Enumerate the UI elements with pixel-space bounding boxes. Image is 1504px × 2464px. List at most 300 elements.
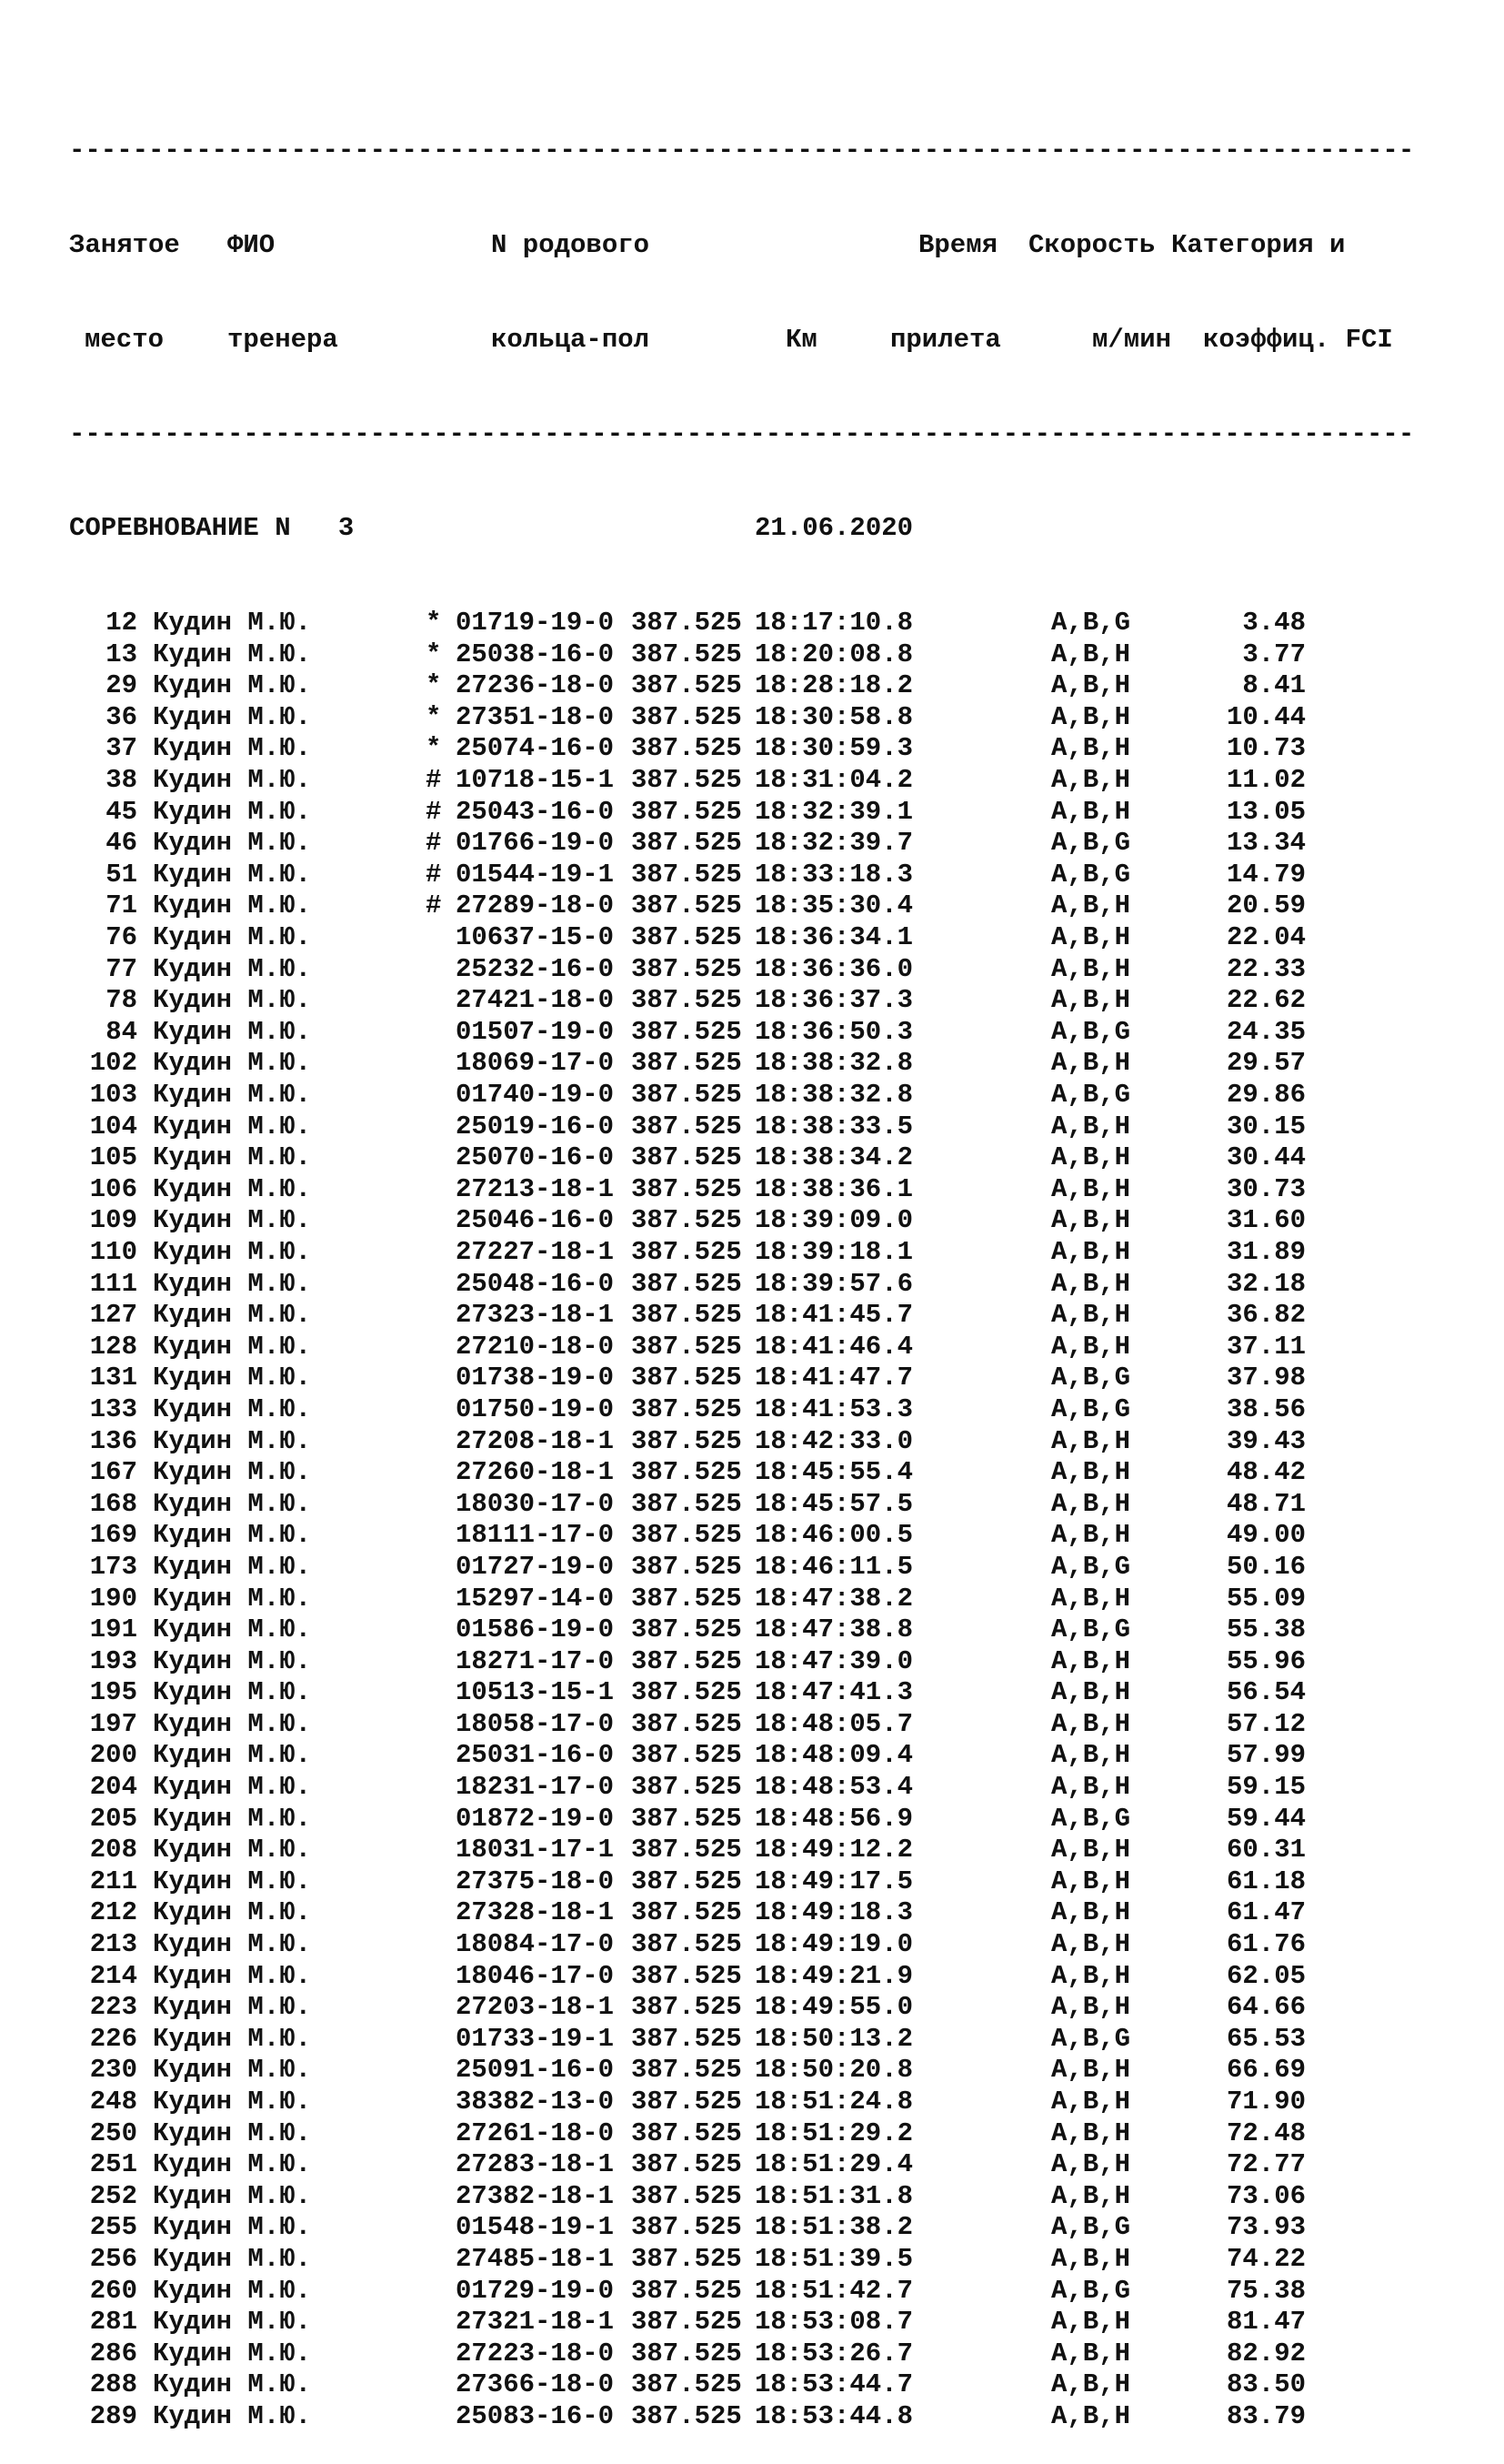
cell-fci: 10.44 bbox=[1226, 701, 1306, 732]
cell-mark: # bbox=[426, 765, 442, 796]
cell-km: 387.525 bbox=[631, 1866, 742, 1896]
header-ring-2: кольца-пол bbox=[491, 324, 650, 355]
cell-ring: 25019-16-0 bbox=[456, 1111, 615, 1141]
cell-fci: 64.66 bbox=[1226, 1992, 1306, 2023]
cell-name: Кудин М.Ю. bbox=[153, 1583, 312, 1614]
cell-ring: 10718-15-1 bbox=[456, 765, 615, 796]
table-row bbox=[69, 1552, 1414, 1584]
cell-mark: * bbox=[426, 701, 442, 732]
table-row bbox=[69, 2212, 1414, 2244]
table-row bbox=[69, 1897, 1414, 1929]
cell-km: 387.525 bbox=[631, 1457, 742, 1488]
cell-cat: A,B,H bbox=[1051, 1488, 1131, 1519]
cell-name: Кудин М.Ю. bbox=[153, 985, 312, 1016]
cell-fci: 3.48 bbox=[1242, 608, 1306, 639]
cell-ring: 27328-18-1 bbox=[456, 1897, 615, 1928]
table-row bbox=[69, 1205, 1414, 1237]
cell-cat: A,B,G bbox=[1051, 2023, 1131, 2054]
cell-ring: 25083-16-0 bbox=[456, 2400, 615, 2431]
cell-place: 191 bbox=[89, 1614, 137, 1645]
cell-fci: 13.05 bbox=[1226, 796, 1306, 827]
cell-time: 18:49:21.9 bbox=[754, 1960, 913, 1991]
cell-ring: 27213-18-1 bbox=[456, 1173, 615, 1204]
cell-place: 248 bbox=[89, 2087, 137, 2117]
cell-cat: A,B,H bbox=[1051, 953, 1131, 984]
table-row bbox=[69, 985, 1414, 1017]
cell-time: 18:47:39.0 bbox=[754, 1645, 913, 1676]
table-row bbox=[69, 1489, 1414, 1521]
cell-cat: A,B,H bbox=[1051, 1457, 1131, 1488]
cell-mark: # bbox=[426, 859, 442, 890]
cell-place: 255 bbox=[89, 2212, 137, 2243]
cell-name: Кудин М.Ю. bbox=[153, 1205, 312, 1236]
cell-time: 18:50:13.2 bbox=[754, 2023, 913, 2054]
cell-time: 18:45:55.4 bbox=[754, 1457, 913, 1488]
cell-cat: A,B,H bbox=[1051, 1268, 1131, 1299]
cell-cat: A,B,G bbox=[1051, 608, 1131, 639]
table-row bbox=[69, 860, 1414, 891]
table-row bbox=[69, 1992, 1414, 2024]
cell-time: 18:36:34.1 bbox=[754, 922, 913, 953]
cell-cat: A,B,H bbox=[1051, 1866, 1131, 1896]
cell-time: 18:41:53.3 bbox=[754, 1393, 913, 1424]
cell-cat: A,B,H bbox=[1051, 1142, 1131, 1173]
cell-time: 18:39:57.6 bbox=[754, 1268, 913, 1299]
cell-fci: 14.79 bbox=[1226, 859, 1306, 890]
cell-place: 102 bbox=[89, 1048, 137, 1079]
table-row bbox=[69, 1961, 1414, 1993]
cell-ring: 01740-19-0 bbox=[456, 1080, 615, 1110]
cell-ring: 01729-19-0 bbox=[456, 2275, 615, 2306]
cell-name: Кудин М.Ю. bbox=[153, 1897, 312, 1928]
cell-time: 18:51:24.8 bbox=[754, 2087, 913, 2117]
table-row bbox=[69, 702, 1414, 734]
cell-place: 169 bbox=[89, 1520, 137, 1551]
cell-km: 387.525 bbox=[631, 670, 742, 701]
cell-ring: 01738-19-0 bbox=[456, 1363, 615, 1393]
table-row bbox=[69, 1048, 1414, 1080]
cell-fci: 57.99 bbox=[1226, 1740, 1306, 1771]
cell-name: Кудин М.Ю. bbox=[153, 2023, 312, 2054]
cell-fci: 73.06 bbox=[1226, 2180, 1306, 2211]
cell-time: 18:53:44.8 bbox=[754, 2400, 913, 2431]
cell-place: 223 bbox=[89, 1992, 137, 2023]
cell-ring: 10637-15-0 bbox=[456, 922, 615, 953]
cell-ring: 18111-17-0 bbox=[456, 1520, 615, 1551]
cell-km: 387.525 bbox=[631, 1142, 742, 1173]
header-row-1 bbox=[69, 230, 1414, 262]
cell-ring: 27260-18-1 bbox=[456, 1457, 615, 1488]
cell-cat: A,B,H bbox=[1051, 1835, 1131, 1866]
table-row bbox=[69, 639, 1414, 671]
cell-fci: 74.22 bbox=[1226, 2243, 1306, 2274]
cell-cat: A,B,G bbox=[1051, 1080, 1131, 1110]
table-row bbox=[69, 765, 1414, 797]
cell-fci: 22.33 bbox=[1226, 953, 1306, 984]
table-row bbox=[69, 1929, 1414, 1961]
header-place: Занятое bbox=[69, 229, 180, 260]
cell-fci: 31.89 bbox=[1226, 1236, 1306, 1267]
cell-place: 226 bbox=[89, 2023, 137, 2054]
cell-cat: A,B,H bbox=[1051, 639, 1131, 669]
cell-name: Кудин М.Ю. bbox=[153, 1425, 312, 1456]
cell-time: 18:49:17.5 bbox=[754, 1866, 913, 1896]
table-row bbox=[69, 1677, 1414, 1709]
table-row bbox=[69, 2181, 1414, 2213]
cell-km: 387.525 bbox=[631, 1173, 742, 1204]
cell-ring: 27208-18-1 bbox=[456, 1425, 615, 1456]
header-category-2: коэффиц. FCI bbox=[1203, 324, 1393, 355]
cell-km: 387.525 bbox=[631, 1897, 742, 1928]
cell-cat: A,B,H bbox=[1051, 2180, 1131, 2211]
cell-fci: 31.60 bbox=[1226, 1205, 1306, 1236]
cell-place: 289 bbox=[89, 2400, 137, 2431]
cell-place: 12 bbox=[105, 608, 137, 639]
cell-km: 387.525 bbox=[631, 828, 742, 859]
cell-fci: 37.11 bbox=[1226, 1331, 1306, 1362]
cell-place: 212 bbox=[89, 1897, 137, 1928]
cell-name: Кудин М.Ю. bbox=[153, 608, 312, 639]
cell-name: Кудин М.Ю. bbox=[153, 1772, 312, 1803]
cell-cat: A,B,H bbox=[1051, 1205, 1131, 1236]
cell-ring: 27351-18-0 bbox=[456, 701, 615, 732]
cell-name: Кудин М.Ю. bbox=[153, 1048, 312, 1079]
cell-ring: 18058-17-0 bbox=[456, 1708, 615, 1739]
cell-ring: 18084-17-0 bbox=[456, 1929, 615, 1960]
cell-place: 37 bbox=[105, 733, 137, 764]
cell-km: 387.525 bbox=[631, 2212, 742, 2243]
cell-cat: A,B,H bbox=[1051, 1897, 1131, 1928]
cell-name: Кудин М.Ю. bbox=[153, 1866, 312, 1896]
cell-name: Кудин М.Ю. bbox=[153, 639, 312, 669]
cell-km: 387.525 bbox=[631, 2180, 742, 2211]
competition-date: 21.06.2020 bbox=[755, 513, 914, 544]
cell-km: 387.525 bbox=[631, 1048, 742, 1079]
cell-fci: 55.38 bbox=[1226, 1614, 1306, 1645]
cell-cat: A,B,H bbox=[1051, 701, 1131, 732]
cell-fci: 29.86 bbox=[1226, 1080, 1306, 1110]
cell-place: 46 bbox=[105, 828, 137, 859]
cell-cat: A,B,H bbox=[1051, 985, 1131, 1016]
cell-time: 18:38:32.8 bbox=[754, 1080, 913, 1110]
cell-place: 256 bbox=[89, 2243, 137, 2274]
header-trainer-2: тренера bbox=[227, 324, 338, 355]
cell-time: 18:45:57.5 bbox=[754, 1488, 913, 1519]
cell-fci: 55.96 bbox=[1226, 1645, 1306, 1676]
cell-fci: 59.15 bbox=[1226, 1772, 1306, 1803]
cell-ring: 18069-17-0 bbox=[456, 1048, 615, 1079]
cell-ring: 27323-18-1 bbox=[456, 1300, 615, 1331]
table-row bbox=[69, 1584, 1414, 1615]
cell-ring: 01766-19-0 bbox=[456, 828, 615, 859]
cell-place: 230 bbox=[89, 2055, 137, 2086]
cell-ring: 27366-18-0 bbox=[456, 2369, 615, 2400]
cell-time: 18:49:18.3 bbox=[754, 1897, 913, 1928]
cell-place: 109 bbox=[89, 1205, 137, 1236]
cell-time: 18:42:33.0 bbox=[754, 1425, 913, 1456]
cell-name: Кудин М.Ю. bbox=[153, 1929, 312, 1960]
cell-cat: A,B,H bbox=[1051, 2338, 1131, 2368]
cell-place: 260 bbox=[89, 2275, 137, 2306]
table-row bbox=[69, 1709, 1414, 1741]
cell-ring: 27236-18-0 bbox=[456, 670, 615, 701]
cell-fci: 22.04 bbox=[1226, 922, 1306, 953]
cell-fci: 3.77 bbox=[1242, 639, 1306, 669]
cell-ring: 18031-17-1 bbox=[456, 1835, 615, 1866]
cell-fci: 24.35 bbox=[1226, 1016, 1306, 1047]
cell-km: 387.525 bbox=[631, 1772, 742, 1803]
cell-name: Кудин М.Ю. bbox=[153, 1614, 312, 1645]
cell-cat: A,B,H bbox=[1051, 2243, 1131, 2274]
table-row bbox=[69, 2149, 1414, 2181]
table-row bbox=[69, 1017, 1414, 1049]
cell-km: 387.525 bbox=[631, 639, 742, 669]
cell-km: 387.525 bbox=[631, 2400, 742, 2431]
cell-cat: A,B,H bbox=[1051, 1645, 1131, 1676]
cell-ring: 01507-19-0 bbox=[456, 1016, 615, 1047]
cell-name: Кудин М.Ю. bbox=[153, 2149, 312, 2180]
cell-name: Кудин М.Ю. bbox=[153, 1488, 312, 1519]
cell-km: 387.525 bbox=[631, 1740, 742, 1771]
cell-fci: 38.56 bbox=[1226, 1393, 1306, 1424]
cell-cat: A,B,G bbox=[1051, 828, 1131, 859]
cell-ring: 25046-16-0 bbox=[456, 1205, 615, 1236]
cell-cat: A,B,H bbox=[1051, 1708, 1131, 1739]
cell-cat: A,B,H bbox=[1051, 2087, 1131, 2117]
cell-fci: 60.31 bbox=[1226, 1835, 1306, 1866]
cell-ring: 01586-19-0 bbox=[456, 1614, 615, 1645]
cell-ring: 25070-16-0 bbox=[456, 1142, 615, 1173]
cell-ring: 27421-18-0 bbox=[456, 985, 615, 1016]
cell-km: 387.525 bbox=[631, 1835, 742, 1866]
cell-ring: 01544-19-1 bbox=[456, 859, 615, 890]
cell-time: 18:49:12.2 bbox=[754, 1835, 913, 1866]
cell-fci: 49.00 bbox=[1226, 1520, 1306, 1551]
cell-km: 387.525 bbox=[631, 608, 742, 639]
cell-time: 18:38:33.5 bbox=[754, 1111, 913, 1141]
cell-time: 18:41:46.4 bbox=[754, 1331, 913, 1362]
header-speed: Скорость bbox=[1028, 229, 1156, 260]
cell-name: Кудин М.Ю. bbox=[153, 1393, 312, 1424]
cell-cat: A,B,H bbox=[1051, 1520, 1131, 1551]
cell-name: Кудин М.Ю. bbox=[153, 1551, 312, 1582]
cell-place: 168 bbox=[89, 1488, 137, 1519]
cell-km: 387.525 bbox=[631, 2055, 742, 2086]
cell-fci: 83.50 bbox=[1226, 2369, 1306, 2400]
cell-fci: 75.38 bbox=[1226, 2275, 1306, 2306]
cell-ring: 27203-18-1 bbox=[456, 1992, 615, 2023]
table-row bbox=[69, 1300, 1414, 1332]
cell-fci: 30.15 bbox=[1226, 1111, 1306, 1141]
cell-time: 18:47:38.8 bbox=[754, 1614, 913, 1645]
cell-time: 18:17:10.8 bbox=[754, 608, 913, 639]
cell-name: Кудин М.Ю. bbox=[153, 765, 312, 796]
cell-time: 18:39:09.0 bbox=[754, 1205, 913, 1236]
cell-mark: # bbox=[426, 890, 442, 921]
competition-label: СОРЕВНОВАНИЕ N 3 bbox=[69, 513, 355, 544]
cell-place: 251 bbox=[89, 2149, 137, 2180]
table-row bbox=[69, 828, 1414, 860]
cell-ring: 01719-19-0 bbox=[456, 608, 615, 639]
cell-name: Кудин М.Ю. bbox=[153, 1677, 312, 1708]
cell-km: 387.525 bbox=[631, 1551, 742, 1582]
cell-time: 18:46:00.5 bbox=[754, 1520, 913, 1551]
cell-km: 387.525 bbox=[631, 1488, 742, 1519]
cell-mark: * bbox=[426, 608, 442, 639]
cell-km: 387.525 bbox=[631, 1614, 742, 1645]
cell-place: 167 bbox=[89, 1457, 137, 1488]
cell-time: 18:28:18.2 bbox=[754, 670, 913, 701]
table-row bbox=[69, 2118, 1414, 2150]
table-row bbox=[69, 1866, 1414, 1898]
cell-name: Кудин М.Ю. bbox=[153, 2275, 312, 2306]
competition-number: 3 bbox=[337, 513, 355, 544]
cell-place: 45 bbox=[105, 796, 137, 827]
cell-place: 78 bbox=[105, 985, 137, 1016]
table-row bbox=[69, 2276, 1414, 2308]
cell-ring: 01750-19-0 bbox=[456, 1393, 615, 1424]
cell-fci: 71.90 bbox=[1226, 2087, 1306, 2117]
table-row bbox=[69, 670, 1414, 702]
table-row bbox=[69, 1614, 1414, 1646]
cell-fci: 11.02 bbox=[1226, 765, 1306, 796]
cell-cat: A,B,H bbox=[1051, 890, 1131, 921]
cell-km: 387.525 bbox=[631, 1929, 742, 1960]
cell-cat: A,B,H bbox=[1051, 1929, 1131, 1960]
cell-fci: 61.47 bbox=[1226, 1897, 1306, 1928]
cell-time: 18:53:44.7 bbox=[754, 2369, 913, 2400]
cell-fci: 61.18 bbox=[1226, 1866, 1306, 1896]
cell-name: Кудин М.Ю. bbox=[153, 1080, 312, 1110]
cell-name: Кудин М.Ю. bbox=[153, 2307, 312, 2338]
cell-fci: 48.42 bbox=[1226, 1457, 1306, 1488]
cell-time: 18:49:55.0 bbox=[754, 1992, 913, 2023]
cell-time: 18:48:09.4 bbox=[754, 1740, 913, 1771]
cell-name: Кудин М.Ю. bbox=[153, 2180, 312, 2211]
cell-fci: 22.62 bbox=[1226, 985, 1306, 1016]
cell-name: Кудин М.Ю. bbox=[153, 796, 312, 827]
cell-fci: 82.92 bbox=[1226, 2338, 1306, 2368]
cell-km: 387.525 bbox=[631, 701, 742, 732]
cell-cat: A,B,H bbox=[1051, 1425, 1131, 1456]
table-row bbox=[69, 1237, 1414, 1269]
cell-time: 18:53:08.7 bbox=[754, 2307, 913, 2338]
cell-place: 13 bbox=[105, 639, 137, 669]
table-row bbox=[69, 608, 1414, 639]
cell-km: 387.525 bbox=[631, 1583, 742, 1614]
cell-km: 387.525 bbox=[631, 1331, 742, 1362]
cell-name: Кудин М.Ю. bbox=[153, 1960, 312, 1991]
cell-km: 387.525 bbox=[631, 890, 742, 921]
table-row bbox=[69, 1332, 1414, 1363]
cell-km: 387.525 bbox=[631, 1080, 742, 1110]
header-row-2 bbox=[69, 325, 1414, 357]
cell-mark: * bbox=[426, 670, 442, 701]
cell-fci: 48.71 bbox=[1226, 1488, 1306, 1519]
cell-fci: 73.93 bbox=[1226, 2212, 1306, 2243]
cell-fci: 10.73 bbox=[1226, 733, 1306, 764]
cell-ring: 27485-18-1 bbox=[456, 2243, 615, 2274]
cell-time: 18:31:04.2 bbox=[754, 765, 913, 796]
cell-place: 77 bbox=[105, 953, 137, 984]
cell-cat: A,B,H bbox=[1051, 2369, 1131, 2400]
table-row bbox=[69, 1804, 1414, 1835]
cell-km: 387.525 bbox=[631, 2338, 742, 2368]
cell-place: 111 bbox=[89, 1268, 137, 1299]
cell-cat: A,B,H bbox=[1051, 1583, 1131, 1614]
cell-cat: A,B,H bbox=[1051, 1236, 1131, 1267]
cell-name: Кудин М.Ю. bbox=[153, 1331, 312, 1362]
cell-cat: A,B,G bbox=[1051, 1614, 1131, 1645]
cell-place: 281 bbox=[89, 2307, 137, 2338]
table-row bbox=[69, 1520, 1414, 1552]
cell-km: 387.525 bbox=[631, 2243, 742, 2274]
table-row bbox=[69, 2055, 1414, 2087]
cell-ring: 38382-13-0 bbox=[456, 2087, 615, 2117]
cell-place: 36 bbox=[105, 701, 137, 732]
cell-km: 387.525 bbox=[631, 2275, 742, 2306]
cell-km: 387.525 bbox=[631, 985, 742, 1016]
table-row bbox=[69, 1835, 1414, 1866]
cell-place: 205 bbox=[89, 1803, 137, 1834]
cell-cat: A,B,G bbox=[1051, 2275, 1131, 2306]
cell-cat: A,B,H bbox=[1051, 1331, 1131, 1362]
cell-km: 387.525 bbox=[631, 1205, 742, 1236]
cell-km: 387.525 bbox=[631, 953, 742, 984]
cell-ring: 18046-17-0 bbox=[456, 1960, 615, 1991]
cell-ring: 27321-18-1 bbox=[456, 2307, 615, 2338]
cell-km: 387.525 bbox=[631, 1677, 742, 1708]
cell-place: 29 bbox=[105, 670, 137, 701]
table-row bbox=[69, 922, 1414, 954]
cell-fci: 39.43 bbox=[1226, 1425, 1306, 1456]
cell-cat: A,B,H bbox=[1051, 1173, 1131, 1204]
cell-time: 18:49:19.0 bbox=[754, 1929, 913, 1960]
cell-time: 18:51:38.2 bbox=[754, 2212, 913, 2243]
cell-cat: A,B,H bbox=[1051, 2149, 1131, 2180]
cell-name: Кудин М.Ю. bbox=[153, 1268, 312, 1299]
cell-km: 387.525 bbox=[631, 2117, 742, 2148]
cell-name: Кудин М.Ю. bbox=[153, 953, 312, 984]
cell-fci: 62.05 bbox=[1226, 1960, 1306, 1991]
cell-km: 387.525 bbox=[631, 1268, 742, 1299]
cell-name: Кудин М.Ю. bbox=[153, 1173, 312, 1204]
cell-fci: 59.44 bbox=[1226, 1803, 1306, 1834]
cell-time: 18:39:18.1 bbox=[754, 1236, 913, 1267]
cell-cat: A,B,H bbox=[1051, 1960, 1131, 1991]
table-row bbox=[69, 1457, 1414, 1489]
cell-time: 18:51:29.2 bbox=[754, 2117, 913, 2148]
cell-km: 387.525 bbox=[631, 1300, 742, 1331]
table-row bbox=[69, 2338, 1414, 2370]
cell-place: 208 bbox=[89, 1835, 137, 1866]
cell-place: 286 bbox=[89, 2338, 137, 2368]
cell-km: 387.525 bbox=[631, 2023, 742, 2054]
cell-time: 18:51:39.5 bbox=[754, 2243, 913, 2274]
cell-fci: 32.18 bbox=[1226, 1268, 1306, 1299]
cell-place: 250 bbox=[89, 2117, 137, 2148]
cell-ring: 25038-16-0 bbox=[456, 639, 615, 669]
cell-fci: 37.98 bbox=[1226, 1363, 1306, 1393]
cell-fci: 30.44 bbox=[1226, 1142, 1306, 1173]
cell-cat: A,B,H bbox=[1051, 1048, 1131, 1079]
cell-time: 18:48:53.4 bbox=[754, 1772, 913, 1803]
cell-ring: 27375-18-0 bbox=[456, 1866, 615, 1896]
cell-km: 387.525 bbox=[631, 1016, 742, 1047]
cell-ring: 18030-17-0 bbox=[456, 1488, 615, 1519]
cell-place: 204 bbox=[89, 1772, 137, 1803]
cell-name: Кудин М.Ю. bbox=[153, 2369, 312, 2400]
